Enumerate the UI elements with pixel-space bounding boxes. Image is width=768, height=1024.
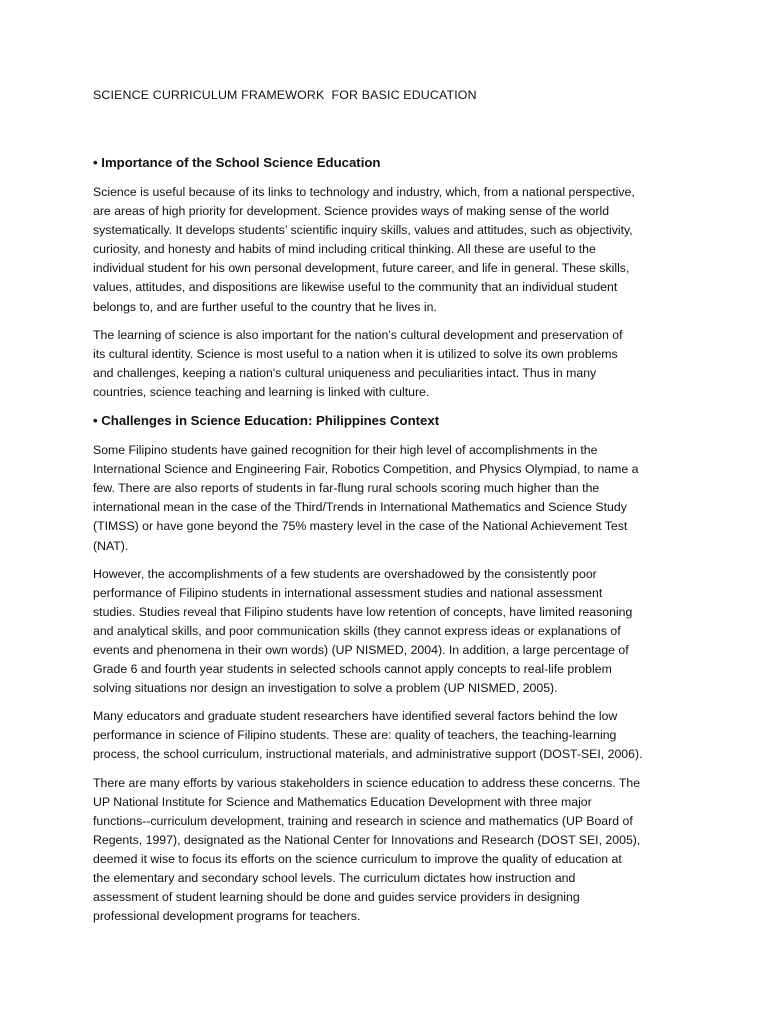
paragraph [93, 565, 675, 699]
paragraph-line: countries, science teaching and learning is linked with culture. [93, 384, 430, 399]
paragraph-line: Science is useful because of its links to technology and industry, which, from a national perspective, [93, 185, 635, 199]
paragraph [93, 707, 675, 764]
paragraph-line: assessment of student learning should be done and guides service providers in designing [93, 890, 580, 905]
paragraph-line: belongs to, and are further useful to the country that he lives in. [93, 299, 437, 314]
paragraph-line: its cultural identity. Science is most useful to a nation when it is utilized to solve its own problems [93, 346, 618, 361]
paragraph [93, 183, 675, 317]
paragraph-line: curiosity, and honesty and habits of mind including critical thinking. All these are useful to the [93, 242, 596, 257]
document-title: SCIENCE CURRICULUM FRAMEWORK FOR BASIC EDUCATION [93, 88, 477, 102]
paragraph-line: professional development programs for teachers. [93, 909, 361, 924]
paragraph-line: and analytical skills, and poor communication skills (they cannot express ideas or explanations of [93, 623, 621, 638]
section-challenges [93, 411, 675, 926]
paragraph-line: values, attitudes, and dispositions are likewise useful to the community that an individual student [93, 280, 618, 295]
paragraph-line: solving situations nor design an investigation to solve a problem (UP NISMED, 2005). [93, 681, 558, 696]
paragraph-line: are areas of high priority for development. Science provides ways of making sense of the world [93, 204, 610, 219]
paragraph-line: There are many efforts by various stakeholders in science education to address these concerns. The [93, 775, 641, 790]
paragraph-line: The learning of science is also important for the nation’s cultural development and preservation of [93, 327, 623, 342]
paragraph-line: deemed it wise to focus its efforts on the science curriculum to improve the quality of education at [93, 851, 622, 866]
paragraph [93, 326, 675, 402]
paragraph-line: few. There are also reports of students in far-flung rural schools scoring much higher than the [93, 481, 600, 496]
paragraph-line: (NAT). [93, 538, 129, 553]
paragraph-line: international mean in the case of the Third/Trends in International Mathematics and Science Study [93, 500, 627, 515]
paragraph-line: individual student for his own personal development, future career, and life in general. These skills, [93, 261, 630, 276]
paragraph-line: performance in science of Filipino students. These are: quality of teachers, the teaching-learning [93, 728, 617, 743]
paragraph-line: functions--curriculum development, training and research in science and mathematics (UP Board of [93, 813, 633, 828]
paragraph-line: Many educators and graduate student researchers have identified several factors behind the low [93, 709, 618, 724]
paragraph [93, 441, 675, 556]
paragraph-line: the elementary and secondary school levels. The curriculum dictates how instruction and [93, 871, 576, 885]
paragraph-line: Some Filipino students have gained recognition for their high level of accomplishments in the [93, 443, 598, 458]
paragraph-line: events and phenomena in their own words) (UP NISMED, 2004). In addition, a large percentage of [93, 642, 629, 657]
section-heading: • Importance of the School Science Education [93, 155, 381, 170]
document-page [93, 86, 675, 935]
paragraph-line: Regents, 1997), designated as the National Center for Innovations and Research (DOST SEI, 2005), [93, 832, 641, 847]
paragraph-line: studies. Studies reveal that Filipino students have low retention of concepts, have limited reasoning [93, 604, 633, 619]
paragraph-line: However, the accomplishments of a few students are overshadowed by the consistently poor [93, 566, 597, 581]
paragraph-line: (TIMSS) or have gone beyond the 75% mastery level in the case of the National Achievement Test [93, 519, 628, 534]
paragraph-line: UP National Institute for Science and Mathematics Education Development with three major [93, 794, 592, 809]
section-importance [93, 153, 675, 402]
paragraph-line: systematically. It develops students’ scientific inquiry skills, values and attitudes, such as objectivity, [93, 223, 633, 238]
section-heading: • Challenges in Science Education: Philippines Context [93, 413, 440, 429]
paragraph-line: process, the school curriculum, instructional materials, and administrative support (DOST-SEI, 2006). [93, 747, 643, 762]
paragraph-line: International Science and Engineering Fair, Robotics Competition, and Physics Olympiad, to name a [93, 462, 639, 477]
paragraph-line: and challenges, keeping a nation's cultural uniqueness and peculiarities intact. Thus in many [93, 365, 597, 380]
paragraph-line: performance of Filipino students in international assessment studies and national assessment [93, 585, 603, 600]
paragraph [93, 774, 675, 927]
paragraph-line: Grade 6 and fourth year students in selected schools cannot apply concepts to real-life problem [93, 662, 612, 677]
